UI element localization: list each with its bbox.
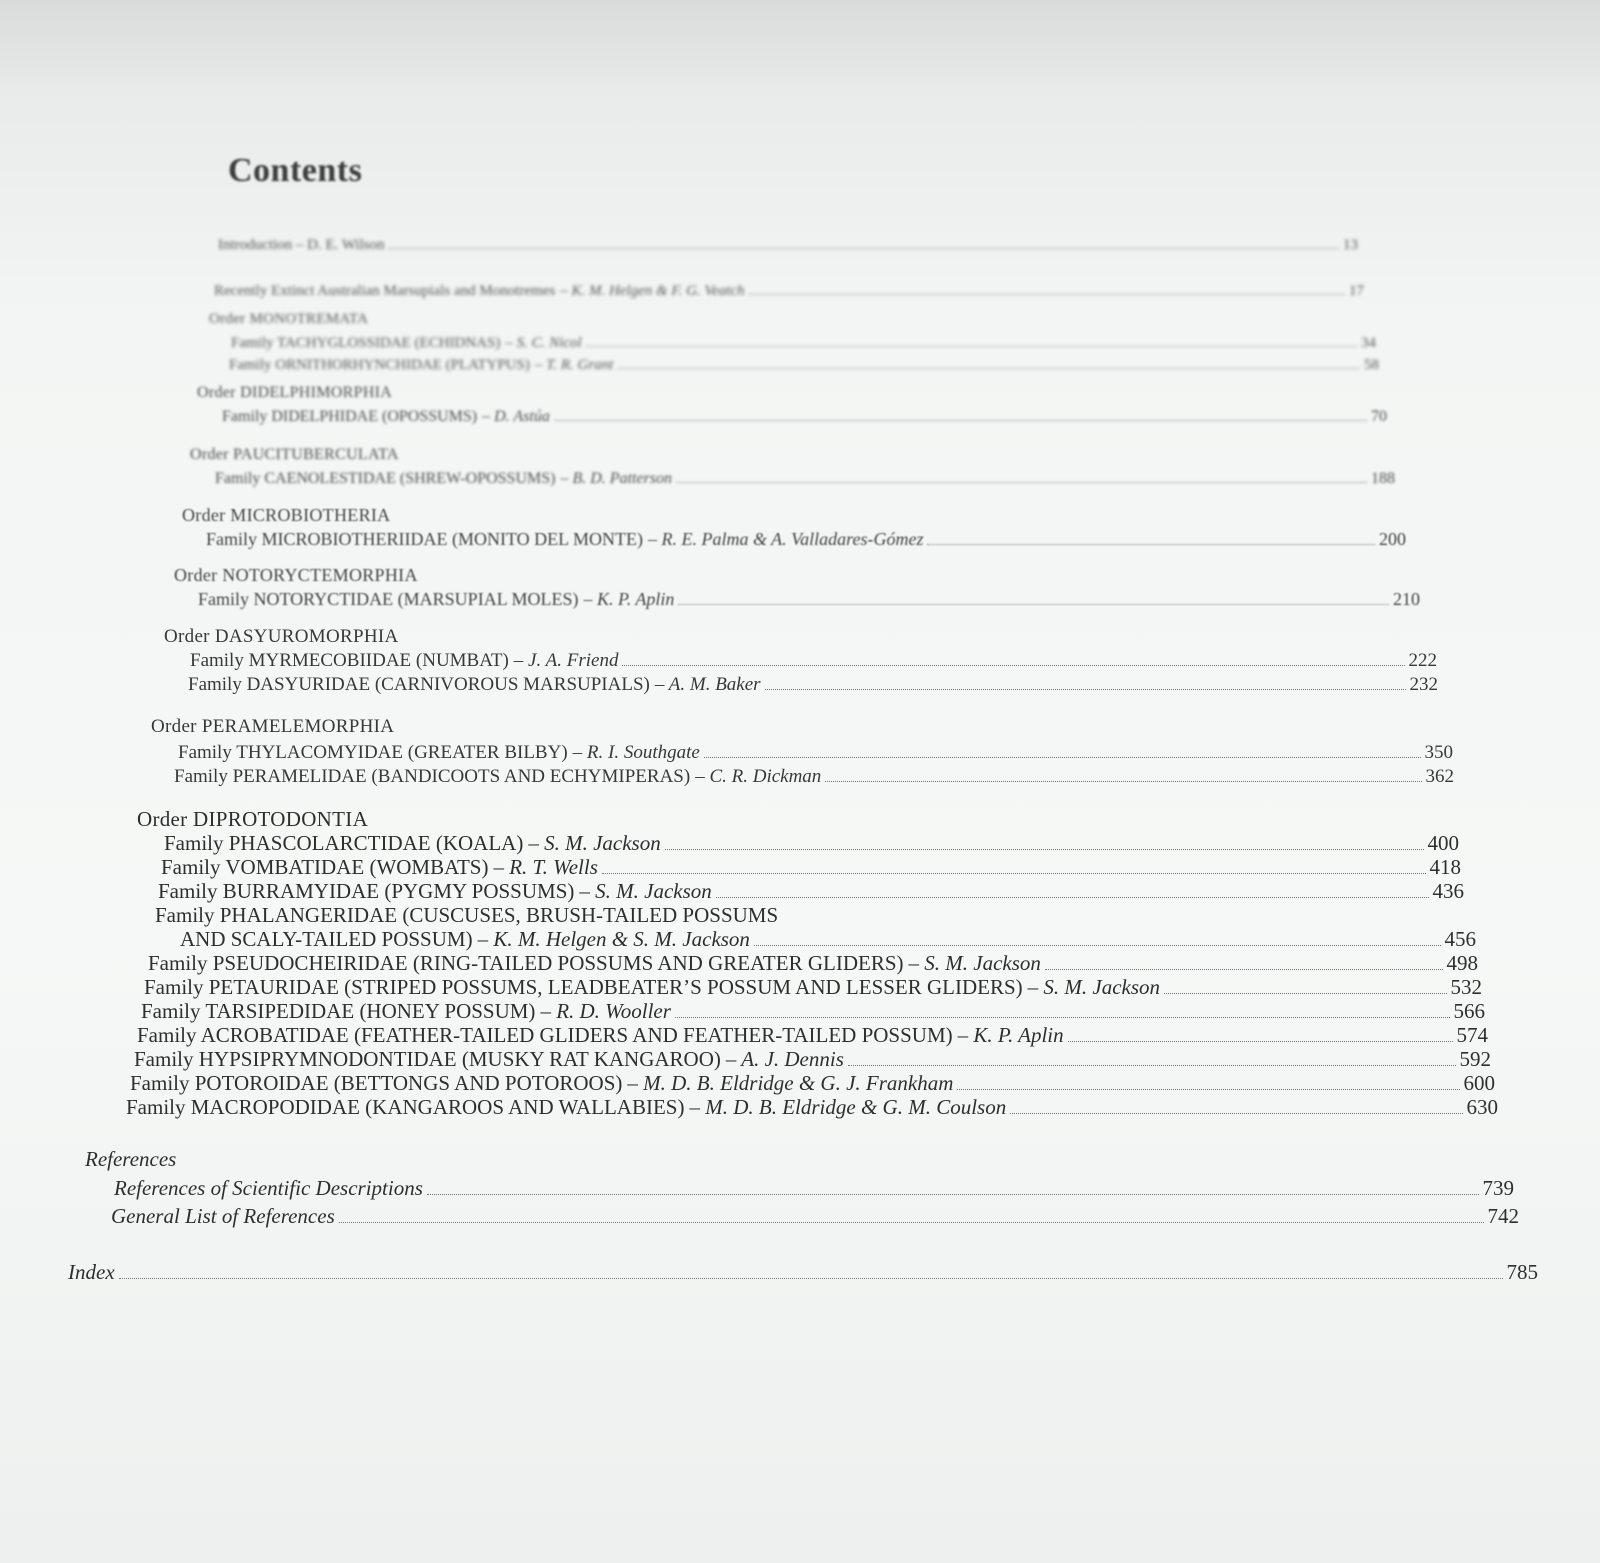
order-heading-monotremata: Order MONOTREMATA: [209, 311, 369, 327]
toc-entry-phascolarctidae: Family PHASCOLARCTIDAE (KOALA) – S. M. Jackson 400: [164, 831, 1459, 855]
toc-entry-myrmecobiidae: Family MYRMECOBIIDAE (NUMBAT) – J. A. Friend 222: [190, 650, 1437, 671]
toc-entry-peramelidae: Family PERAMELIDAE (BANDICOOTS AND ECHYMIPERAS) – C. R. Dickman 362: [174, 766, 1454, 787]
toc-entry-pseudocheiridae: Family PSEUDOCHEIRIDAE (RING-TAILED POSSUMS AND GREATER GLIDERS) – S. M. Jackson 498: [148, 951, 1478, 975]
toc-entry-petauridae: Family PETAURIDAE (STRIPED POSSUMS, LEADBEATER’S POSSUM AND LESSER GLIDERS) – S. M. Jackson 532: [144, 975, 1482, 999]
toc-entry-index: Index 785: [68, 1260, 1538, 1284]
order-heading-diprotodontia: Order DIPROTODONTIA: [137, 807, 369, 831]
toc-entry-extinct: Recently Extinct Australian Marsupials and Monotremes – K. M. Helgen & F. G. Veatch 17: [214, 283, 1364, 299]
toc-entry-intro: Introduction – D. E. Wilson 13: [218, 237, 1358, 253]
section-heading-references: References: [85, 1147, 177, 1171]
toc-entry-vombatidae: Family VOMBATIDAE (WOMBATS) – R. T. Wells 418: [161, 855, 1461, 879]
page-shadow: [0, 0, 1600, 90]
toc-entry-didelphidae: Family DIDELPHIDAE (OPOSSUMS) – D. Astúa 70: [222, 408, 1387, 425]
toc-entry-caenolestidae: Family CAENOLESTIDAE (SHREW-OPOSSUMS) – B. D. Patterson 188: [215, 470, 1395, 487]
toc-entry-notoryctidae: Family NOTORYCTIDAE (MARSUPIAL MOLES) – K. P. Aplin 210: [198, 589, 1420, 609]
page-title: Contents: [228, 152, 363, 189]
order-heading-microbiotheria: Order MICROBIOTHERIA: [182, 505, 391, 525]
toc-entry-thylacomyidae: Family THYLACOMYIDAE (GREATER BILBY) – R. I. Southgate 350: [178, 742, 1453, 763]
toc-entry-burramyidae: Family BURRAMYIDAE (PYGMY POSSUMS) – S. M. Jackson 436: [158, 879, 1464, 903]
toc-entry-tachyglossidae: Family TACHYGLOSSIDAE (ECHIDNAS) – S. C. Nicol 34: [231, 335, 1376, 351]
toc-entry-phalangeridae: AND SCALY-TAILED POSSUM) – K. M. Helgen & S. M. Jackson 456: [180, 927, 1476, 951]
toc-entry-ref-general: General List of References 742: [111, 1204, 1519, 1228]
toc-entry-microbiotheriidae: Family MICROBIOTHERIIDAE (MONITO DEL MONTE) – R. E. Palma & A. Valladares-Gómez 200: [206, 529, 1406, 549]
toc-entry-ref-scientific: References of Scientific Descriptions 739: [114, 1176, 1514, 1200]
toc-entry-ornithorhynchidae: Family ORNITHORHYNCHIDAE (PLATYPUS) – T. R. Grant 58: [229, 357, 1379, 373]
order-heading-paucituberculata: Order PAUCITUBERCULATA: [190, 446, 399, 463]
order-heading-notoryctemorphia: Order NOTORYCTEMORPHIA: [174, 565, 418, 585]
order-heading-dasyuromorphia: Order DASYUROMORPHIA: [164, 626, 399, 647]
order-heading-didelphimorphia: Order DIDELPHIMORPHIA: [197, 384, 393, 401]
toc-entry-tarsipedidae: Family TARSIPEDIDAE (HONEY POSSUM) – R. D. Wooller 566: [141, 999, 1485, 1023]
toc-entry-acrobatidae: Family ACROBATIDAE (FEATHER-TAILED GLIDERS AND FEATHER-TAILED POSSUM) – K. P. Aplin 574: [137, 1023, 1488, 1047]
toc-entry-hypsiprymnodontidae: Family HYPSIPRYMNODONTIDAE (MUSKY RAT KANGAROO) – A. J. Dennis 592: [134, 1047, 1491, 1071]
toc-entry-macropodidae: Family MACROPODIDAE (KANGAROOS AND WALLABIES) – M. D. B. Eldridge & G. M. Coulson 630: [126, 1095, 1498, 1119]
toc-entry-phalangeridae-line1: Family PHALANGERIDAE (CUSCUSES, BRUSH-TAILED POSSUMS: [155, 903, 779, 927]
toc-entry-dasyuridae: Family DASYURIDAE (CARNIVOROUS MARSUPIALS) – A. M. Baker 232: [188, 674, 1438, 695]
order-heading-peramelemorphia: Order PERAMELEMORPHIA: [151, 716, 395, 737]
toc-entry-potoroidae: Family POTOROIDAE (BETTONGS AND POTOROOS) – M. D. B. Eldridge & G. J. Frankham 600: [130, 1071, 1495, 1095]
